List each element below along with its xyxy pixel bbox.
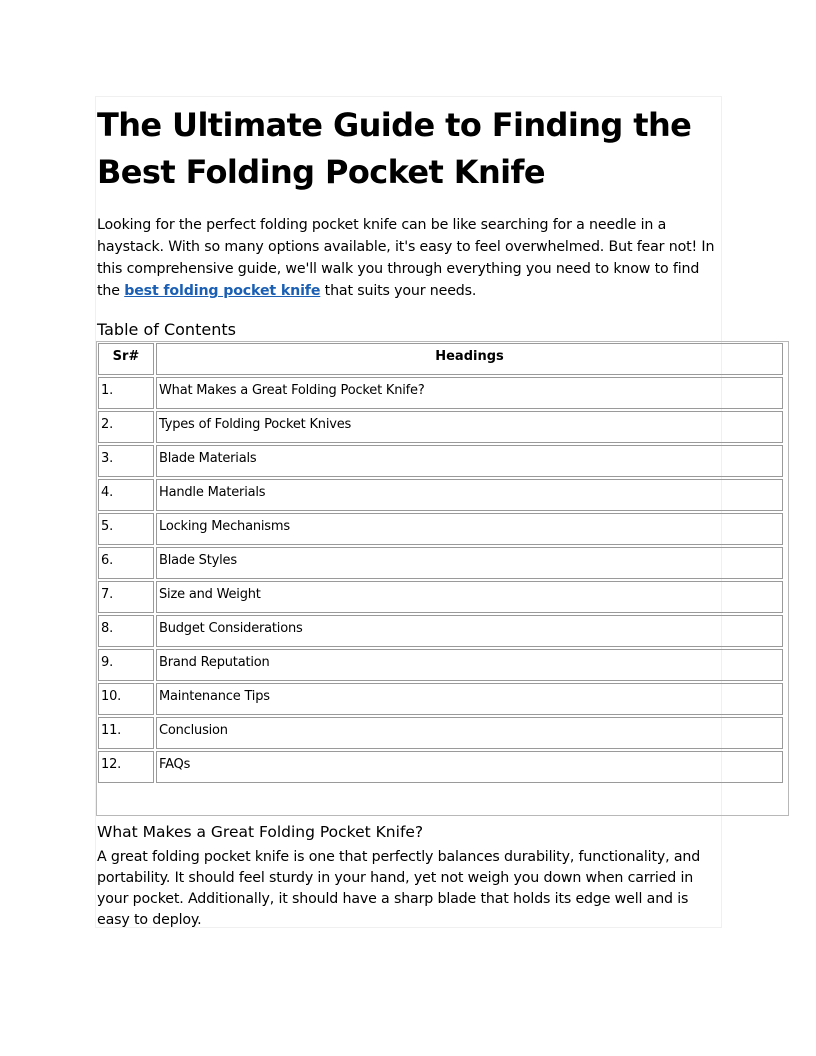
- toc-row: [98, 751, 783, 783]
- toc-row-label: Types of Folding Pocket Knives: [156, 411, 783, 443]
- intro-text-after: that suits your needs.: [320, 283, 477, 299]
- toc-row-number: 4.: [98, 479, 154, 511]
- toc-row: [98, 649, 783, 681]
- intro-paragraph: [97, 214, 719, 302]
- toc-row: [98, 411, 783, 443]
- toc-row-label: Handle Materials: [156, 479, 783, 511]
- section-body: A great folding pocket knife is one that perfectly balances durability, functionality, and portability. It should feel sturdy in your hand, yet not weigh you down when carried in your pocket. Additionally, it should have a sharp blade that holds its edge well and is easy to deploy.: [97, 849, 701, 928]
- toc-row-label: Size and Weight: [156, 581, 783, 613]
- toc-row-label: Locking Mechanisms: [156, 513, 783, 545]
- toc-row-number: 11.: [98, 717, 154, 749]
- toc-row: [98, 683, 783, 715]
- toc-col-headings: Headings: [156, 343, 783, 375]
- toc-row-label: Conclusion: [156, 717, 783, 749]
- toc-heading: Table of Contents: [97, 320, 236, 339]
- toc-row: [98, 479, 783, 511]
- toc-row: [98, 377, 783, 409]
- best-folding-pocket-knife-link[interactable]: best folding pocket knife: [124, 283, 321, 299]
- toc-row: [98, 513, 783, 545]
- toc-row-number: 3.: [98, 445, 154, 477]
- toc-table: [96, 341, 785, 785]
- toc-row-number: 9.: [98, 649, 154, 681]
- toc-row: [98, 547, 783, 579]
- toc-header-row: [98, 343, 783, 375]
- intro-text-before: Looking for the perfect folding pocket knife can be like searching for a needle in a haystack. With so many options available, it's easy to feel overwhelmed. But fear not! In this comprehensive guide, we'll walk you through everything you need to know to find the: [97, 217, 715, 299]
- toc-row-number: 2.: [98, 411, 154, 443]
- toc-row-number: 12.: [98, 751, 154, 783]
- toc-row-number: 10.: [98, 683, 154, 715]
- toc-row-number: 6.: [98, 547, 154, 579]
- toc-row-number: 5.: [98, 513, 154, 545]
- toc-row-label: Brand Reputation: [156, 649, 783, 681]
- toc-row: [98, 581, 783, 613]
- toc-row-label: FAQs: [156, 751, 783, 783]
- toc-row-label: What Makes a Great Folding Pocket Knife?: [156, 377, 783, 409]
- toc-row-label: Blade Styles: [156, 547, 783, 579]
- toc-row-number: 8.: [98, 615, 154, 647]
- toc-row-label: Budget Considerations: [156, 615, 783, 647]
- toc-row: [98, 717, 783, 749]
- toc-row-number: 1.: [98, 377, 154, 409]
- article-title: The Ultimate Guide to Finding the Best Folding Pocket Knife: [97, 106, 692, 191]
- toc-row-label: Blade Materials: [156, 445, 783, 477]
- toc-row: [98, 445, 783, 477]
- section-heading: What Makes a Great Folding Pocket Knife?: [97, 823, 424, 841]
- toc-row-label: Maintenance Tips: [156, 683, 783, 715]
- toc-row-number: 7.: [98, 581, 154, 613]
- toc-col-sr: Sr#: [98, 343, 154, 375]
- toc-row: [98, 615, 783, 647]
